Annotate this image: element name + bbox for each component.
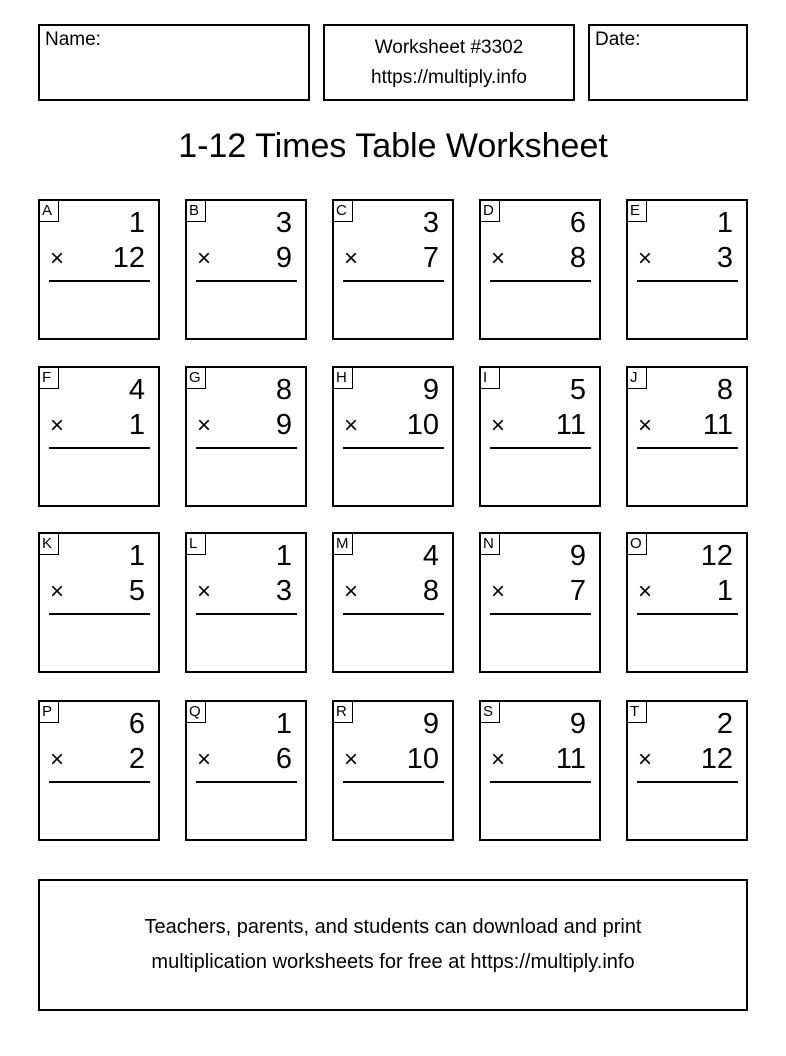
multiplier: 7 bbox=[569, 575, 586, 607]
problem-letter: E bbox=[628, 201, 647, 222]
multiplier: 3 bbox=[716, 242, 733, 274]
problem-card[interactable] bbox=[38, 199, 160, 340]
problem-letter: T bbox=[628, 702, 647, 723]
answer-line bbox=[637, 781, 738, 783]
problem-card[interactable] bbox=[38, 700, 160, 841]
multiply-sign-icon: × bbox=[344, 578, 359, 605]
answer-line bbox=[343, 613, 444, 615]
multiplicand: 6 bbox=[569, 207, 586, 239]
multiply-sign-icon: × bbox=[638, 578, 653, 605]
problem-card[interactable] bbox=[185, 700, 307, 841]
multiplier: 11 bbox=[555, 743, 586, 775]
multiplicand: 9 bbox=[422, 374, 439, 406]
multiply-sign-icon: × bbox=[638, 746, 653, 773]
date-label: Date: bbox=[595, 29, 641, 50]
page-title: 1-12 Times Table Worksheet bbox=[178, 127, 608, 165]
problem-card[interactable] bbox=[626, 366, 748, 507]
worksheet-number: Worksheet #3302 bbox=[374, 37, 524, 58]
answer-line bbox=[196, 280, 297, 282]
footer-line-2: multiplication worksheets for free at https://multiply.info bbox=[151, 951, 635, 973]
answer-line bbox=[49, 781, 150, 783]
answer-line bbox=[49, 280, 150, 282]
multiplier: 6 bbox=[275, 743, 292, 775]
multiply-sign-icon: × bbox=[197, 578, 212, 605]
problem-letter: M bbox=[334, 534, 353, 555]
problem-card[interactable] bbox=[332, 700, 454, 841]
multiplicand: 2 bbox=[716, 708, 733, 740]
multiplicand: 1 bbox=[716, 207, 733, 239]
multiply-sign-icon: × bbox=[344, 412, 359, 439]
multiplier: 3 bbox=[275, 575, 292, 607]
multiplicand: 5 bbox=[569, 374, 586, 406]
problem-card[interactable] bbox=[185, 532, 307, 673]
problem-letter: R bbox=[334, 702, 353, 723]
problem-letter: B bbox=[187, 201, 206, 222]
answer-line bbox=[343, 280, 444, 282]
problem-letter: A bbox=[40, 201, 59, 222]
name-label: Name: bbox=[45, 29, 101, 50]
multiply-sign-icon: × bbox=[50, 746, 65, 773]
problem-letter: P bbox=[40, 702, 59, 723]
multiplier: 5 bbox=[128, 575, 145, 607]
problem-card[interactable] bbox=[479, 532, 601, 673]
problem-card[interactable] bbox=[626, 199, 748, 340]
multiplier: 12 bbox=[700, 743, 733, 775]
answer-line bbox=[196, 781, 297, 783]
multiplier: 8 bbox=[422, 575, 439, 607]
multiply-sign-icon: × bbox=[491, 578, 506, 605]
problem-card[interactable] bbox=[332, 366, 454, 507]
problem-card[interactable] bbox=[332, 199, 454, 340]
problem-card[interactable] bbox=[185, 199, 307, 340]
answer-line bbox=[49, 447, 150, 449]
multiply-sign-icon: × bbox=[197, 245, 212, 272]
footer-line-1: Teachers, parents, and students can download and print bbox=[144, 916, 642, 938]
multiplier: 12 bbox=[112, 242, 145, 274]
multiplicand: 8 bbox=[716, 374, 733, 406]
answer-line bbox=[637, 447, 738, 449]
problem-letter: I bbox=[481, 368, 500, 389]
answer-line bbox=[637, 280, 738, 282]
multiplicand: 9 bbox=[422, 708, 439, 740]
multiply-sign-icon: × bbox=[197, 746, 212, 773]
worksheet-url: https://multiply.info bbox=[371, 67, 527, 88]
multiplicand: 4 bbox=[422, 540, 439, 572]
multiply-sign-icon: × bbox=[344, 245, 359, 272]
problem-card[interactable] bbox=[626, 532, 748, 673]
multiplicand: 8 bbox=[275, 374, 292, 406]
multiplicand: 3 bbox=[275, 207, 292, 239]
multiplier: 11 bbox=[702, 409, 733, 441]
problem-letter: Q bbox=[187, 702, 206, 723]
multiply-sign-icon: × bbox=[491, 412, 506, 439]
multiplicand: 9 bbox=[569, 708, 586, 740]
answer-line bbox=[490, 447, 591, 449]
problem-letter: L bbox=[187, 534, 206, 555]
problem-letter: K bbox=[40, 534, 59, 555]
answer-line bbox=[196, 613, 297, 615]
problem-letter: G bbox=[187, 368, 206, 389]
answer-line bbox=[490, 781, 591, 783]
problem-card[interactable] bbox=[332, 532, 454, 673]
multiply-sign-icon: × bbox=[50, 245, 65, 272]
multiplier: 10 bbox=[406, 409, 439, 441]
problem-card[interactable] bbox=[626, 700, 748, 841]
multiply-sign-icon: × bbox=[638, 412, 653, 439]
multiplier: 2 bbox=[128, 743, 145, 775]
problem-letter: D bbox=[481, 201, 500, 222]
problem-letter: C bbox=[334, 201, 353, 222]
multiplier: 1 bbox=[128, 409, 145, 441]
problem-letter: S bbox=[481, 702, 500, 723]
answer-line bbox=[343, 781, 444, 783]
answer-line bbox=[637, 613, 738, 615]
answer-line bbox=[490, 280, 591, 282]
multiply-sign-icon: × bbox=[344, 746, 359, 773]
problem-letter: H bbox=[334, 368, 353, 389]
answer-line bbox=[49, 613, 150, 615]
answer-line bbox=[490, 613, 591, 615]
problem-card[interactable] bbox=[479, 199, 601, 340]
problem-letter: O bbox=[628, 534, 647, 555]
multiply-sign-icon: × bbox=[197, 412, 212, 439]
multiplier: 1 bbox=[716, 575, 733, 607]
multiplicand: 3 bbox=[422, 207, 439, 239]
multiply-sign-icon: × bbox=[50, 578, 65, 605]
multiplier: 11 bbox=[555, 409, 586, 441]
answer-line bbox=[196, 447, 297, 449]
problem-card[interactable] bbox=[38, 366, 160, 507]
multiplier: 7 bbox=[422, 242, 439, 274]
multiplicand: 1 bbox=[128, 207, 145, 239]
multiplier: 10 bbox=[406, 743, 439, 775]
multiplicand: 1 bbox=[128, 540, 145, 572]
multiplicand: 1 bbox=[275, 540, 292, 572]
multiplicand: 4 bbox=[128, 374, 145, 406]
answer-line bbox=[343, 447, 444, 449]
problem-card[interactable] bbox=[479, 700, 601, 841]
problem-letter: J bbox=[628, 368, 647, 389]
multiply-sign-icon: × bbox=[50, 412, 65, 439]
multiplicand: 6 bbox=[128, 708, 145, 740]
problem-card[interactable] bbox=[479, 366, 601, 507]
multiplier: 9 bbox=[275, 409, 292, 441]
multiplier: 9 bbox=[275, 242, 292, 274]
multiplier: 8 bbox=[569, 242, 586, 274]
multiply-sign-icon: × bbox=[491, 245, 506, 272]
multiplicand: 12 bbox=[700, 540, 733, 572]
problem-letter: F bbox=[40, 368, 59, 389]
problem-card[interactable] bbox=[185, 366, 307, 507]
multiply-sign-icon: × bbox=[638, 245, 653, 272]
multiply-sign-icon: × bbox=[491, 746, 506, 773]
problem-card[interactable] bbox=[38, 532, 160, 673]
problem-letter: N bbox=[481, 534, 500, 555]
multiplicand: 9 bbox=[569, 540, 586, 572]
footer-box bbox=[38, 879, 748, 1011]
multiplicand: 1 bbox=[275, 708, 292, 740]
